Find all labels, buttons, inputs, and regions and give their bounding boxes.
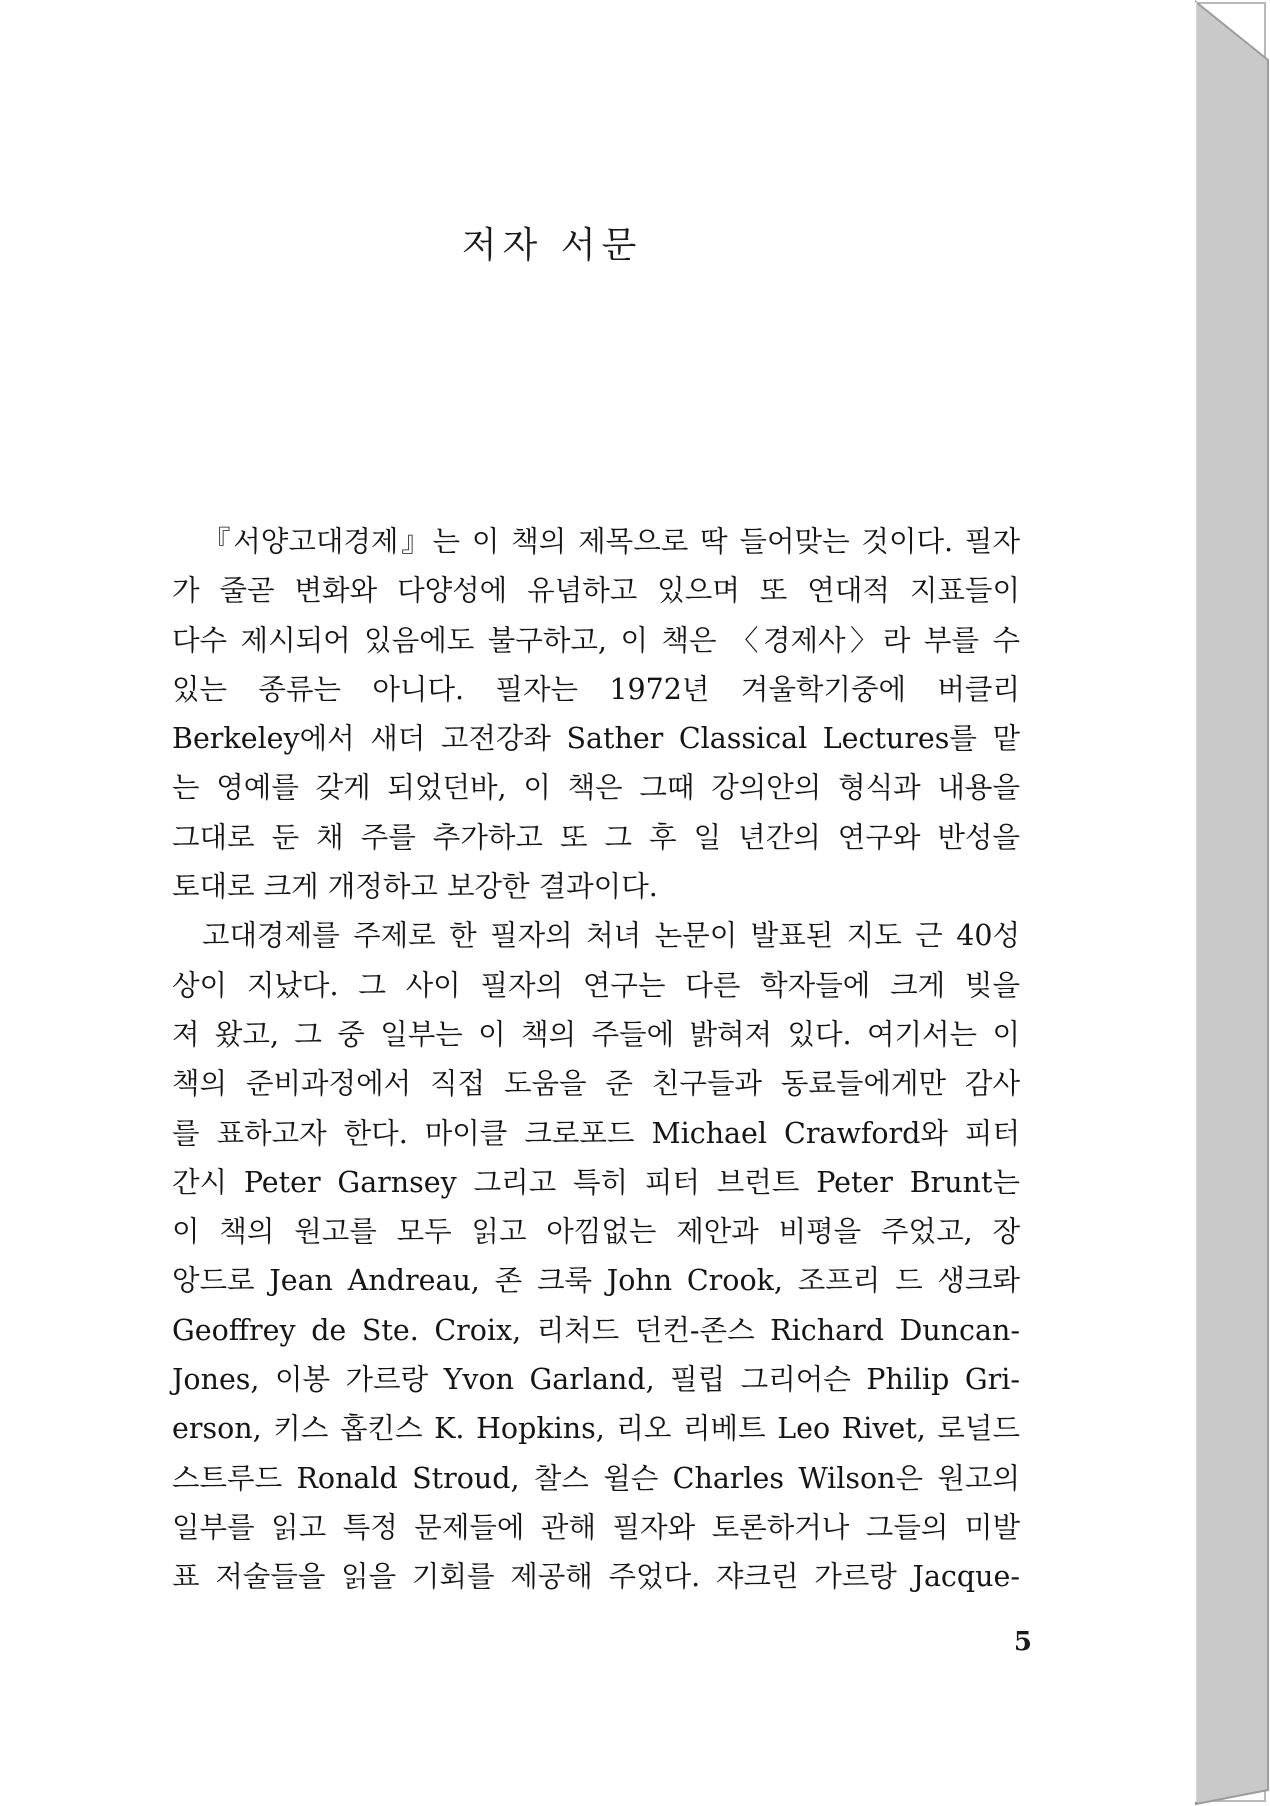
text-line: 그대로 둔 채 주를 추가하고 또 그 후 일 년간의 연구와 반성을 — [172, 820, 1020, 854]
book-page — [2, 2, 1197, 1802]
text-line: 이 책의 원고를 모두 읽고 아낌없는 제안과 비평을 주었고, 장 — [172, 1215, 1020, 1249]
paragraph-2 — [172, 911, 1020, 1601]
text-line: 『서양고대경제』는 이 책의 제목으로 딱 들어맞는 것이다. 필자 — [202, 525, 1020, 558]
text-line: 앙드로 Jean Andreau, 존 크룩 John Crook, 조프리 드 생크롸 — [172, 1264, 1020, 1298]
text-line: 책의 준비과정에서 직접 도움을 준 친구들과 동료들에게만 감사 — [172, 1067, 1020, 1101]
text-line: 가 줄곧 변화와 다양성에 유념하고 있으며 또 연대적 지표들이 — [172, 574, 1020, 608]
text-line: Geoffrey de Ste. Croix, 리처드 던컨-존스 Richard Duncan- — [172, 1313, 1020, 1347]
text-line: 상이 지났다. 그 사이 필자의 연구는 다른 학자들에 크게 빚을 — [172, 968, 1020, 1002]
text-line: 토대로 크게 개정하고 보강한 결과이다. — [172, 870, 658, 904]
text-line: 를 표하고자 한다. 마이클 크로포드 Michael Crawford와 피터 — [172, 1116, 1020, 1150]
text-line: Berkeley에서 새더 고전강좌 Sather Classical Lectures를 맡 — [172, 722, 1020, 756]
text-line: 표 저술들을 읽을 기회를 제공해 주었다. 쟈크린 가르랑 Jacque- — [172, 1560, 1020, 1594]
text-line: erson, 키스 홉킨스 K. Hopkins, 리오 리베트 Leo Rivet, 로널드 — [172, 1412, 1020, 1446]
text-line: 져 왔고, 그 중 일부는 이 책의 주들에 밝혀져 있다. 여기서는 이 — [172, 1017, 1020, 1051]
body-text — [172, 517, 1020, 1602]
text-line: 간시 Peter Garnsey 그리고 특히 피터 브런트 Peter Brunt는 — [172, 1165, 1020, 1199]
text-line: Jones, 이봉 가르랑 Yvon Garland, 필립 그리어슨 Philip Gri- — [172, 1363, 1020, 1397]
text-line: 스트루드 Ronald Stroud, 찰스 윌슨 Charles Wilson은 원고의 — [172, 1461, 1020, 1495]
page-title: 저자 서문 — [461, 225, 643, 266]
text-line: 일부를 읽고 특정 문제들에 관해 필자와 토론하거나 그들의 미발 — [172, 1510, 1020, 1544]
paragraph-1 — [172, 517, 1020, 911]
page-number: 5 — [1013, 1627, 1032, 1657]
text-line: 고대경제를 주제로 한 필자의 처녀 논문이 발표된 지도 근 40성 — [202, 919, 1020, 953]
text-line: 있는 종류는 아니다. 필자는 1972년 겨울학기중에 버클리 — [172, 672, 1020, 706]
text-line: 다수 제시되어 있음에도 불구하고, 이 책은 〈경제사〉라 부를 수 — [172, 623, 1020, 657]
text-line: 는 영예를 갖게 되었던바, 이 책은 그때 강의안의 형식과 내용을 — [172, 771, 1020, 805]
